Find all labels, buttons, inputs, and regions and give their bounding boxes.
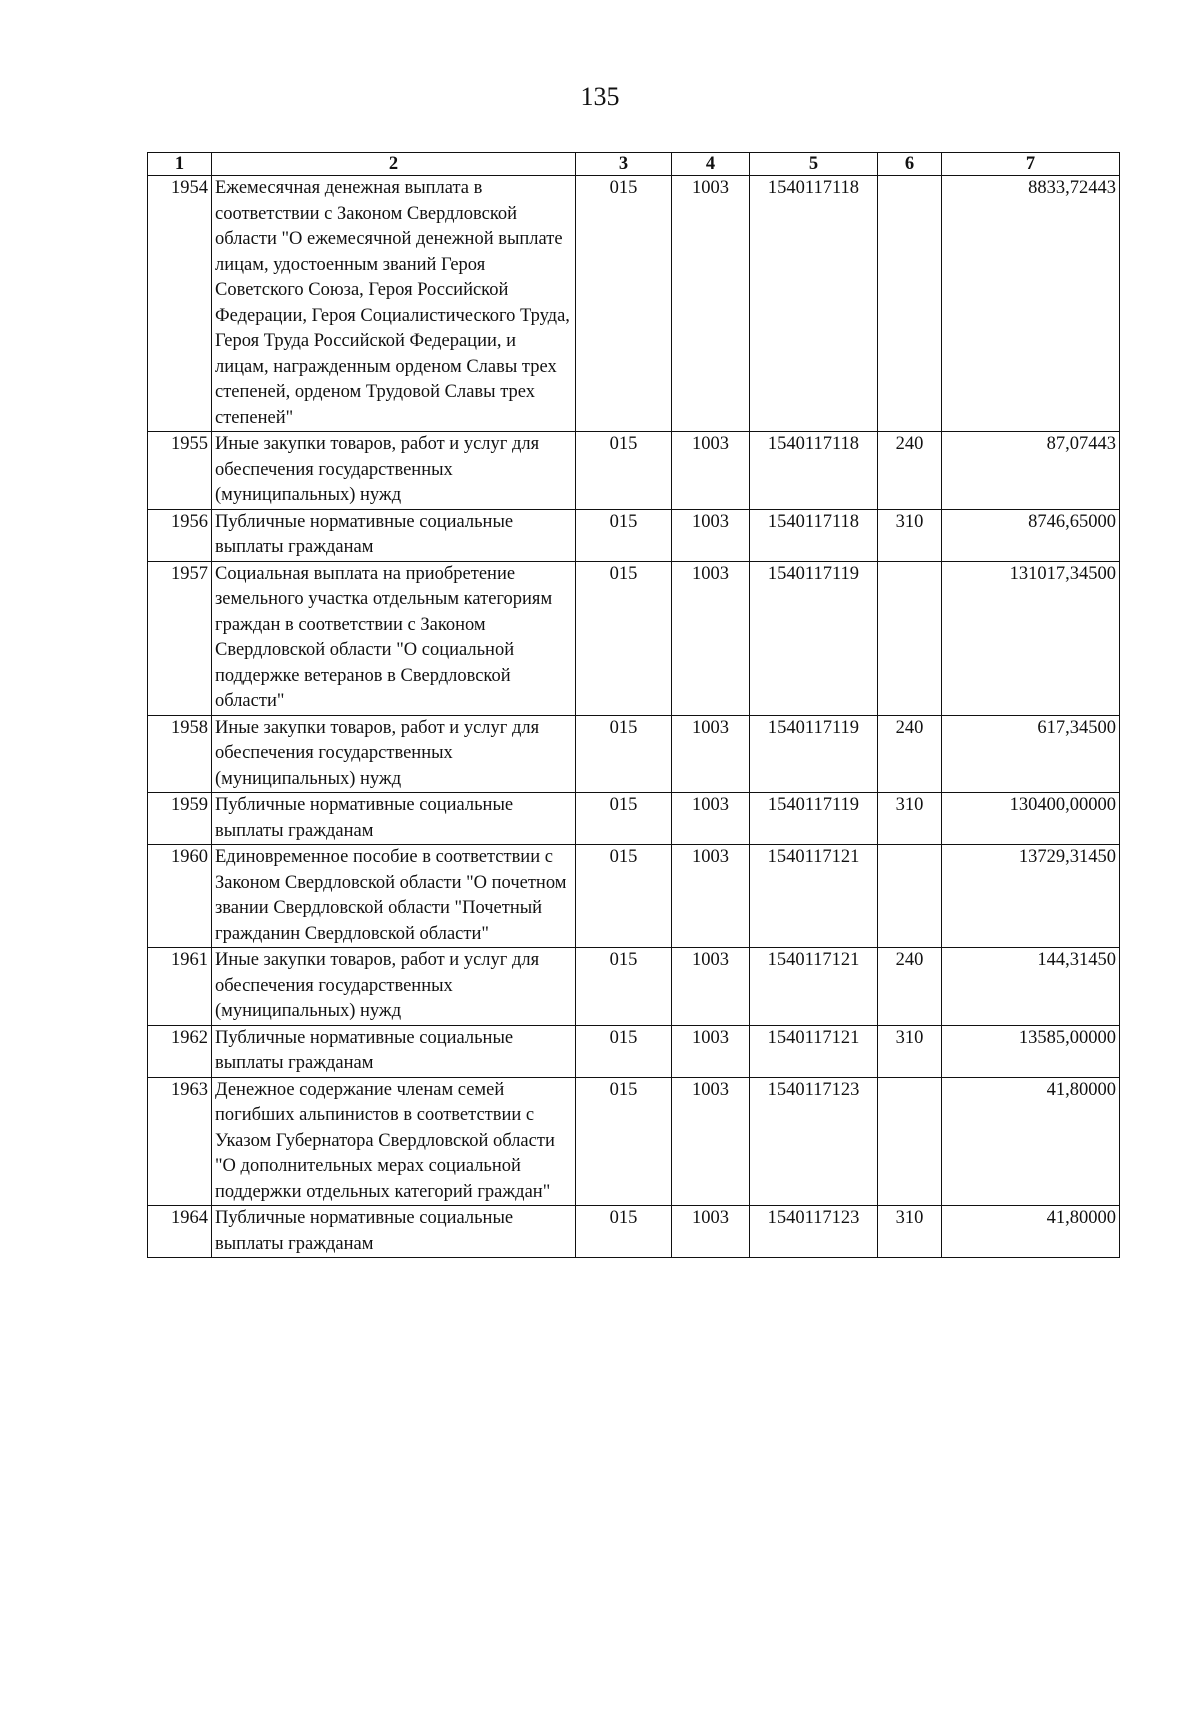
row-col6	[878, 1077, 942, 1206]
row-sum: 617,34500	[942, 715, 1120, 793]
row-col3: 015	[576, 509, 672, 561]
row-col6: 310	[878, 1206, 942, 1258]
row-col6: 240	[878, 715, 942, 793]
row-col3: 015	[576, 1077, 672, 1206]
row-col4: 1003	[672, 561, 750, 715]
row-col4: 1003	[672, 1077, 750, 1206]
row-col4: 1003	[672, 948, 750, 1026]
row-col4: 1003	[672, 715, 750, 793]
row-name: Публичные нормативные социальные выплаты гражданам	[212, 1206, 576, 1258]
row-number: 1962	[148, 1025, 212, 1077]
row-name: Иные закупки товаров, работ и услуг для обеспечения государственных (муниципальных) нужд	[212, 432, 576, 510]
table-row	[148, 1077, 1120, 1206]
row-number: 1961	[148, 948, 212, 1026]
row-name: Денежное содержание членам семей погибших альпинистов в соответствии с Указом Губернатора Свердловской области "О дополнительных мерах социальной поддержки отдельных категорий граждан"	[212, 1077, 576, 1206]
row-sum: 144,31450	[942, 948, 1120, 1026]
table-row	[148, 715, 1120, 793]
budget-table	[147, 152, 1120, 1258]
row-number: 1958	[148, 715, 212, 793]
row-sum: 130400,00000	[942, 793, 1120, 845]
header-col-5: 5	[750, 153, 878, 176]
row-col4: 1003	[672, 509, 750, 561]
row-col5: 1540117118	[750, 509, 878, 561]
row-number: 1960	[148, 845, 212, 948]
header-col-6: 6	[878, 153, 942, 176]
table-row	[148, 948, 1120, 1026]
row-sum: 41,80000	[942, 1206, 1120, 1258]
row-number: 1954	[148, 176, 212, 432]
row-col5: 1540117119	[750, 715, 878, 793]
row-col6	[878, 561, 942, 715]
row-sum: 131017,34500	[942, 561, 1120, 715]
row-number: 1959	[148, 793, 212, 845]
table-row	[148, 793, 1120, 845]
row-col5: 1540117121	[750, 1025, 878, 1077]
row-col5: 1540117119	[750, 561, 878, 715]
row-number: 1957	[148, 561, 212, 715]
row-col6: 240	[878, 432, 942, 510]
table-row	[148, 561, 1120, 715]
row-name: Единовременное пособие в соответствии с Законом Свердловской области "О почетном звании Свердловской области "Почетный гражданин Свердловской области"	[212, 845, 576, 948]
row-name: Иные закупки товаров, работ и услуг для обеспечения государственных (муниципальных) нужд	[212, 948, 576, 1026]
table-row	[148, 509, 1120, 561]
table-row	[148, 176, 1120, 432]
row-col5: 1540117123	[750, 1077, 878, 1206]
header-col-1: 1	[148, 153, 212, 176]
row-col4: 1003	[672, 432, 750, 510]
row-sum: 8746,65000	[942, 509, 1120, 561]
row-col5: 1540117123	[750, 1206, 878, 1258]
row-col3: 015	[576, 561, 672, 715]
row-col4: 1003	[672, 176, 750, 432]
row-sum: 41,80000	[942, 1077, 1120, 1206]
row-col4: 1003	[672, 1206, 750, 1258]
row-col3: 015	[576, 793, 672, 845]
row-col6	[878, 845, 942, 948]
row-col5: 1540117121	[750, 845, 878, 948]
row-col3: 015	[576, 176, 672, 432]
row-number: 1964	[148, 1206, 212, 1258]
row-number: 1963	[148, 1077, 212, 1206]
row-col3: 015	[576, 1025, 672, 1077]
table-row	[148, 845, 1120, 948]
header-col-7: 7	[942, 153, 1120, 176]
row-name: Публичные нормативные социальные выплаты гражданам	[212, 1025, 576, 1077]
row-col6: 310	[878, 793, 942, 845]
row-col4: 1003	[672, 793, 750, 845]
row-name: Ежемесячная денежная выплата в соответствии с Законом Свердловской области "О ежемесячной денежной выплате лицам, удостоенным званий Героя Советского Союза, Героя Российской Федерации, Героя Социалистического Труда, Героя Труда Российской Федерации, и лицам, награжденным орденом Славы трех степеней, орденом Трудовой Славы трех степеней"	[212, 176, 576, 432]
row-sum: 87,07443	[942, 432, 1120, 510]
row-col4: 1003	[672, 1025, 750, 1077]
row-sum: 13585,00000	[942, 1025, 1120, 1077]
header-row	[148, 153, 1120, 176]
row-number: 1956	[148, 509, 212, 561]
row-name: Иные закупки товаров, работ и услуг для обеспечения государственных (муниципальных) нужд	[212, 715, 576, 793]
row-sum: 8833,72443	[942, 176, 1120, 432]
row-col6	[878, 176, 942, 432]
row-col5: 1540117118	[750, 432, 878, 510]
row-name: Социальная выплата на приобретение земельного участка отдельным категориям граждан в соответствии с Законом Свердловской области "О социальной поддержке ветеранов в Свердловской области"	[212, 561, 576, 715]
row-col3: 015	[576, 948, 672, 1026]
row-col6: 310	[878, 509, 942, 561]
row-number: 1955	[148, 432, 212, 510]
header-col-4: 4	[672, 153, 750, 176]
row-col3: 015	[576, 1206, 672, 1258]
table-row	[148, 1025, 1120, 1077]
row-col3: 015	[576, 432, 672, 510]
table-row	[148, 1206, 1120, 1258]
page-number: 135	[580, 82, 620, 111]
header-col-3: 3	[576, 153, 672, 176]
row-sum: 13729,31450	[942, 845, 1120, 948]
row-col6: 310	[878, 1025, 942, 1077]
row-name: Публичные нормативные социальные выплаты гражданам	[212, 509, 576, 561]
row-col6: 240	[878, 948, 942, 1026]
row-col3: 015	[576, 715, 672, 793]
row-col4: 1003	[672, 845, 750, 948]
row-name: Публичные нормативные социальные выплаты гражданам	[212, 793, 576, 845]
row-col5: 1540117118	[750, 176, 878, 432]
row-col5: 1540117119	[750, 793, 878, 845]
row-col5: 1540117121	[750, 948, 878, 1026]
table-row	[148, 432, 1120, 510]
row-col3: 015	[576, 845, 672, 948]
header-col-2: 2	[212, 153, 576, 176]
